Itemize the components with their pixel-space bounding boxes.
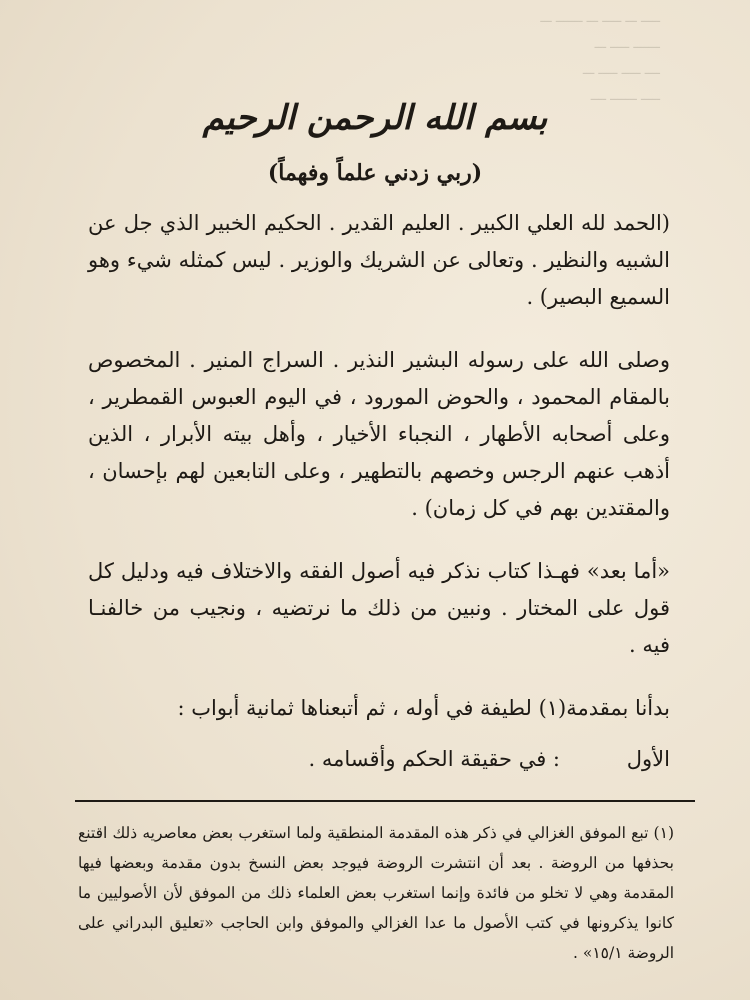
footnote-divider	[75, 800, 695, 802]
paragraph-intro: «أما بعد» فهـذا كتاب نذكر فيه أصول الفقه والاختلاف فيه ودليل كل قول على المختار . ونبين من ذلك ما نرتضيه ، ونجيب من خالفنـا فيه .	[88, 559, 670, 657]
subtitle: (ربي زدني علماً وفهماً)	[267, 160, 483, 186]
paragraph-praise: (الحمد لله العلي الكبير . العليم القدير . الحكيم الخبير الذي جل عن الشبيه والنظير . وتعالى عن الشريك والوزير . ليس كمثله شيء وهو السميع البصير) .	[88, 211, 670, 309]
chapter-label: الأول	[626, 747, 670, 771]
chapter-list	[88, 741, 670, 778]
chapter-title: : في حقيقة الحكم وأقسامه .	[308, 747, 560, 771]
main-text	[88, 205, 670, 778]
paragraph-plan: بدأنا بمقدمة(١) لطيفة في أوله ، ثم أتبعناها ثمانية أبواب :	[177, 696, 670, 720]
footnote-section	[78, 818, 674, 968]
basmala-heading: بسم الله الرحمن الرحيم	[202, 98, 548, 138]
paragraph-salutation: وصلى الله على رسوله البشير النذير . السراج المنير . المخصوص بالمقام المحمود ، والحوض المورود ، في اليوم العبوس القمطرير ، وعلى أصحابه الأطهار ، النجباء الأخيار ، وأهل بيته الأبرار ، الذين أذهب عنهم الرجس وخصهم بالتطهير ، وعلى التابعين لهم بإحسان ، والمقتدين بهم في كل زمان) .	[88, 348, 670, 520]
footnote-1: (١) تبع الموفق الغزالي في ذكر هذه المقدمة المنطقية ولما استغرب بعض معاصريه ذلك اقتنع بحذفها من الروضة . بعد أن انتشرت الروضة فيوجد بعض النسخ بدون مقدمة وبعضها فيها المقدمة وهي لا تخلو من فائدة وإنما استغرب بعض العلماء ذلك من الموفق لأن الأصوليين ما كانوا يذكرونها في كتب الأصول ما عدا الغزالي والموفق وابن الحاجب «تعليق البدراني على الروضة ١٥/١» .	[78, 824, 674, 962]
bleed-through-text: ـــــ ـــ ـــــ ـــ ـــــــ ـــ ـــــــ ـــــ ـــ ــــ ـــــ ـــــ ـــ ـــــ ـــــــ ــــ	[540, 11, 660, 104]
